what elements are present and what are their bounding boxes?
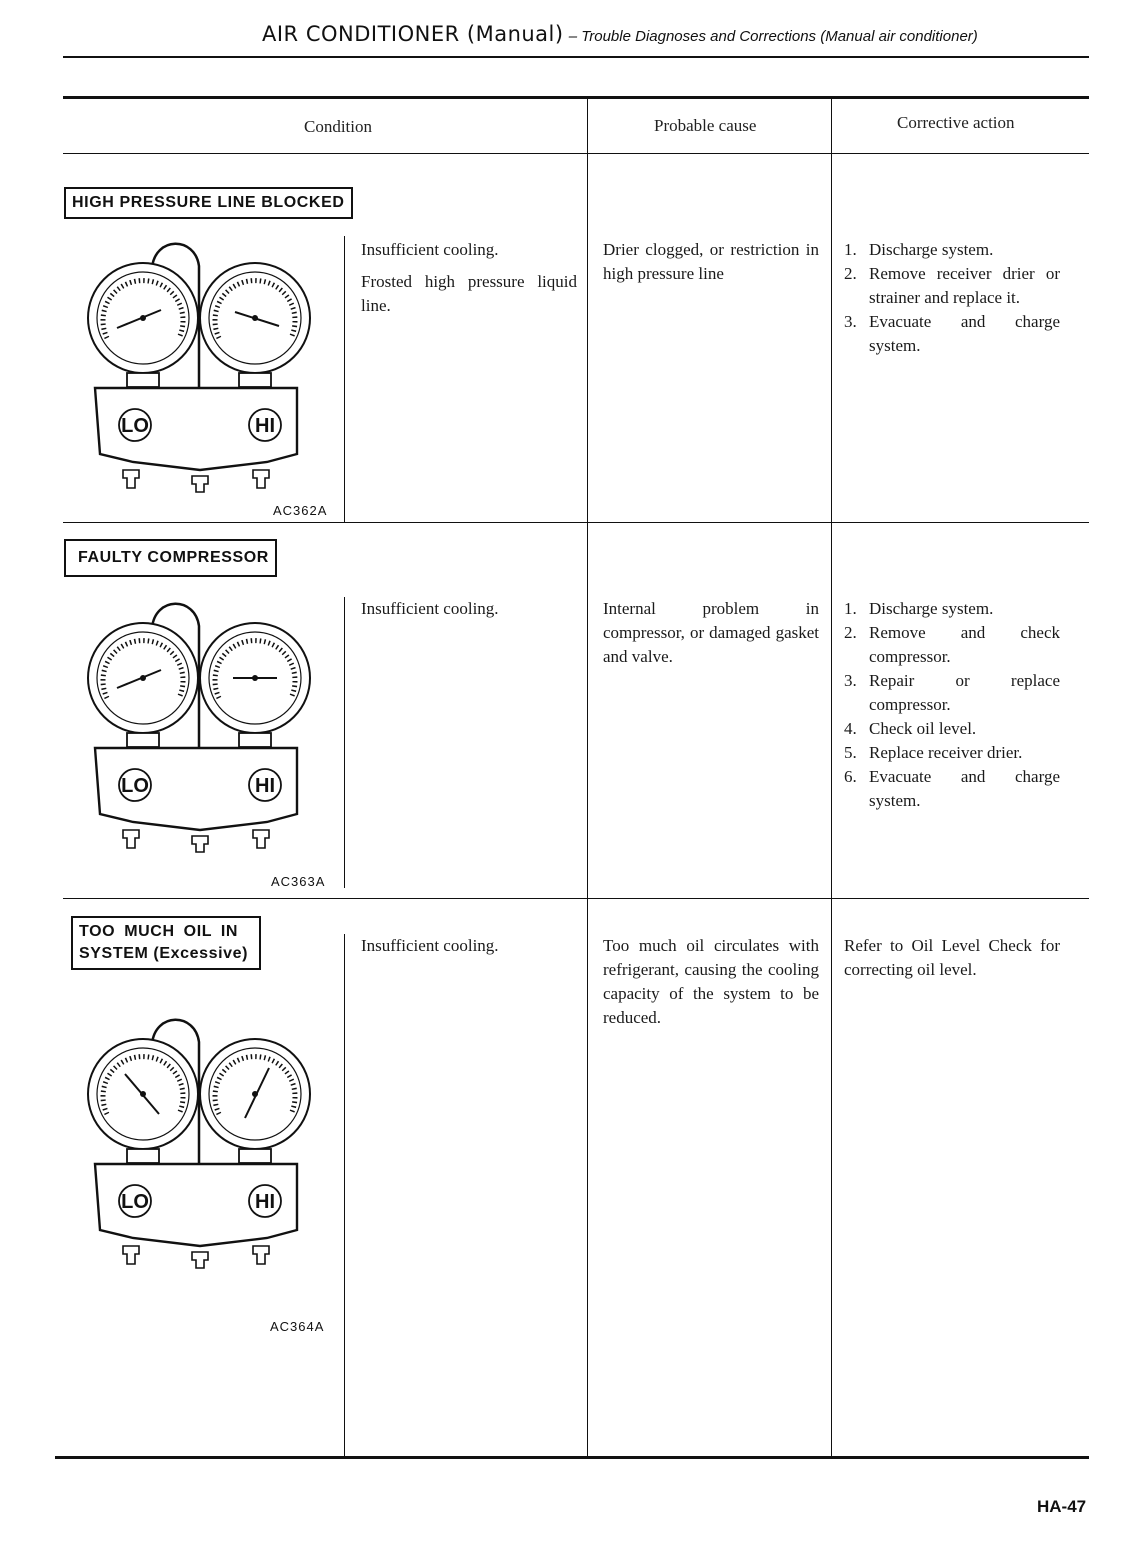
step-text: Check oil level. [869, 719, 977, 738]
step-number: 2. [844, 264, 857, 283]
action-step [844, 238, 1060, 262]
step-text: Discharge system. [869, 599, 994, 618]
corrective-action-list [844, 597, 1060, 813]
action-step [844, 621, 1060, 669]
corrective-action-list [844, 238, 1060, 358]
figure-code: AC364A [270, 1319, 325, 1334]
step-number: 5. [844, 743, 857, 762]
step-number: 3. [844, 312, 857, 331]
manifold-gauge-illustration [75, 1014, 325, 1269]
condition-divider-row3 [344, 934, 345, 1458]
corrective-action-text: Refer to Oil Level Check for correcting oil level. [844, 936, 1060, 979]
symptom-text: Insufficient cooling. [361, 936, 499, 955]
gauge-lo-label: LO [121, 415, 149, 437]
step-text: Remove and check compressor. [869, 623, 1060, 666]
action-step [844, 597, 1060, 621]
action-step [844, 669, 1060, 717]
action-step [844, 765, 1060, 813]
column-header-condition: Condition [304, 117, 373, 136]
action-step [844, 310, 1060, 358]
figure-code: AC362A [273, 503, 328, 518]
step-number: 1. [844, 599, 857, 618]
symptom-text: Frosted high pressure liquid line. [361, 272, 577, 315]
action-step [844, 262, 1060, 310]
gauge-lo-label: LO [121, 775, 149, 797]
step-text: Remove receiver drier or strainer and replace it. [869, 264, 1060, 307]
step-text: Discharge system. [869, 240, 994, 259]
header-rule [63, 56, 1089, 58]
manifold-gauge-figure [75, 1014, 325, 1269]
figure-code: AC363A [271, 874, 326, 889]
column-divider-action [831, 97, 832, 1458]
step-number: 6. [844, 767, 857, 786]
condition-label-high-pressure: HIGH PRESSURE LINE BLOCKED [64, 187, 353, 219]
manifold-gauge-illustration [75, 598, 325, 853]
manifold-gauge-figure [75, 238, 325, 493]
step-number: 4. [844, 719, 857, 738]
table-bottom-rule [55, 1456, 1089, 1459]
step-text: Repair or replace compressor. [869, 671, 1060, 714]
step-number: 3. [844, 671, 857, 690]
page-header [262, 22, 978, 46]
condition-label-line1: TOO MUCH OIL IN [79, 923, 239, 940]
row2-divider [63, 898, 1089, 899]
gauge-lo-label: LO [121, 1191, 149, 1213]
condition-label-line2: SYSTEM (Excessive) [79, 945, 249, 962]
condition-divider-row1 [344, 236, 345, 523]
gauge-hi-label: HI [255, 1191, 275, 1213]
step-text: Evacuate and charge system. [869, 312, 1060, 355]
column-header-action: Corrective action [897, 113, 1015, 132]
header-bottom-rule [63, 153, 1089, 154]
action-step [844, 717, 1060, 741]
page-number: HA-47 [1037, 1497, 1087, 1516]
header-title: AIR CONDITIONER (Manual) [262, 22, 564, 46]
row1-divider [63, 522, 1089, 523]
gauge-hi-label: HI [255, 415, 275, 437]
probable-cause-text: Too much oil circulates with refrigerant, causing the cooling capacity of the system to be reduced. [603, 936, 819, 1027]
header-subtitle: – Trouble Diagnoses and Corrections (Manual air conditioner) [568, 28, 978, 45]
table-top-rule [63, 96, 1089, 99]
step-number: 2. [844, 623, 857, 642]
manifold-gauge-illustration [75, 238, 325, 493]
manifold-gauge-figure [75, 598, 325, 853]
condition-label-faulty-compressor: FAULTY COMPRESSOR [64, 539, 277, 577]
symptom-text: Insufficient cooling. [361, 599, 499, 618]
step-text: Replace receiver drier. [869, 743, 1023, 762]
condition-divider-row2 [344, 597, 345, 888]
condition-label-too-much-oil [71, 916, 261, 970]
column-divider-cause [587, 97, 588, 1458]
column-header-cause: Probable cause [654, 116, 757, 135]
symptom-text: Insufficient cooling. [361, 240, 499, 259]
gauge-hi-label: HI [255, 775, 275, 797]
probable-cause-text: Drier clogged, or restriction in high pressure line [603, 240, 819, 283]
step-text: Evacuate and charge system. [869, 767, 1060, 810]
probable-cause-text: Internal problem in compressor, or damaged gasket and valve. [603, 599, 819, 666]
action-step [844, 741, 1060, 765]
step-number: 1. [844, 240, 857, 259]
condition-label-line [79, 921, 253, 943]
